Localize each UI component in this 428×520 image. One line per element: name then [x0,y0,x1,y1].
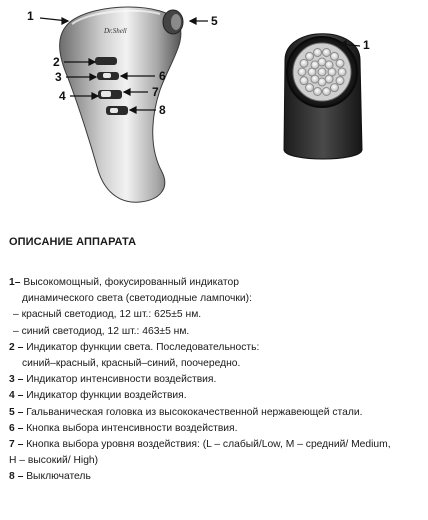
led-dot [325,61,333,69]
desc-line-2: динамического света (светодиодные лампочки): [22,293,252,305]
desc-line-8: 4 – Индикатор функции воздействия. [9,390,187,402]
desc-line-1: 1– Высокомощный, фокусированный индикатор [9,277,239,288]
callout-7: 7 [152,85,159,99]
led-dot [314,87,322,95]
led-dot [306,52,314,60]
callout-1: 1 [27,9,34,23]
callout-8: 8 [159,103,166,117]
callout-2: 2 [53,55,60,69]
led-dot [318,68,326,76]
desc-line-7: 3 – Индикатор интенсивности воздействия. [9,374,217,386]
device-figure [0,0,428,215]
led-dot [338,68,346,76]
desc-line-4: – синий светодиод, 12 шт.: 463±5 нм. [13,325,190,337]
desc-line-6: синий–красный, красный–синий, поочередно. [22,358,241,370]
led-dot [322,87,330,95]
callout-5: 5 [211,14,218,28]
led-dot [330,52,338,60]
callout-head-1: 1 [363,38,370,52]
led-dot [314,49,322,57]
desc-line-9: 5 – Гальваническая головка из высококачественной нержавеющей стали. [9,406,363,418]
callout-4: 4 [59,89,66,103]
led-dot [300,77,308,85]
device-illustration [0,0,428,215]
led-dot [298,68,306,76]
led-dot [330,84,338,92]
desc-line-3: – красный светодиод, 12 шт.: 625±5 нм. [13,309,202,321]
desc-line-5: 2 – Индикатор функции света. Последовательность: [9,341,260,353]
light-indicator [95,57,117,65]
led-dot [300,59,308,67]
led-dot [322,49,330,57]
led-dot [306,84,314,92]
led-dot [336,77,344,85]
section-title: ОПИСАНИЕ АППАРАТА [9,236,137,248]
led-dot [336,59,344,67]
brand-logo: Dr.Shell [104,27,127,35]
desc-line-12: H – высокий/ High) [9,455,99,467]
desc-line-11: 7 – Кнопка выбора уровня воздействия: (L – слабый/Low, M – средний/ Medium, [9,439,391,451]
desc-line-13: 8 – Выключатель [9,471,91,483]
desc-line-10: 6 – Кнопка выбора интенсивности воздействия. [9,422,238,434]
led-head-detail [284,34,362,159]
callout-6: 6 [159,69,166,83]
description-list [9,275,424,486]
callout-3: 3 [55,70,62,84]
